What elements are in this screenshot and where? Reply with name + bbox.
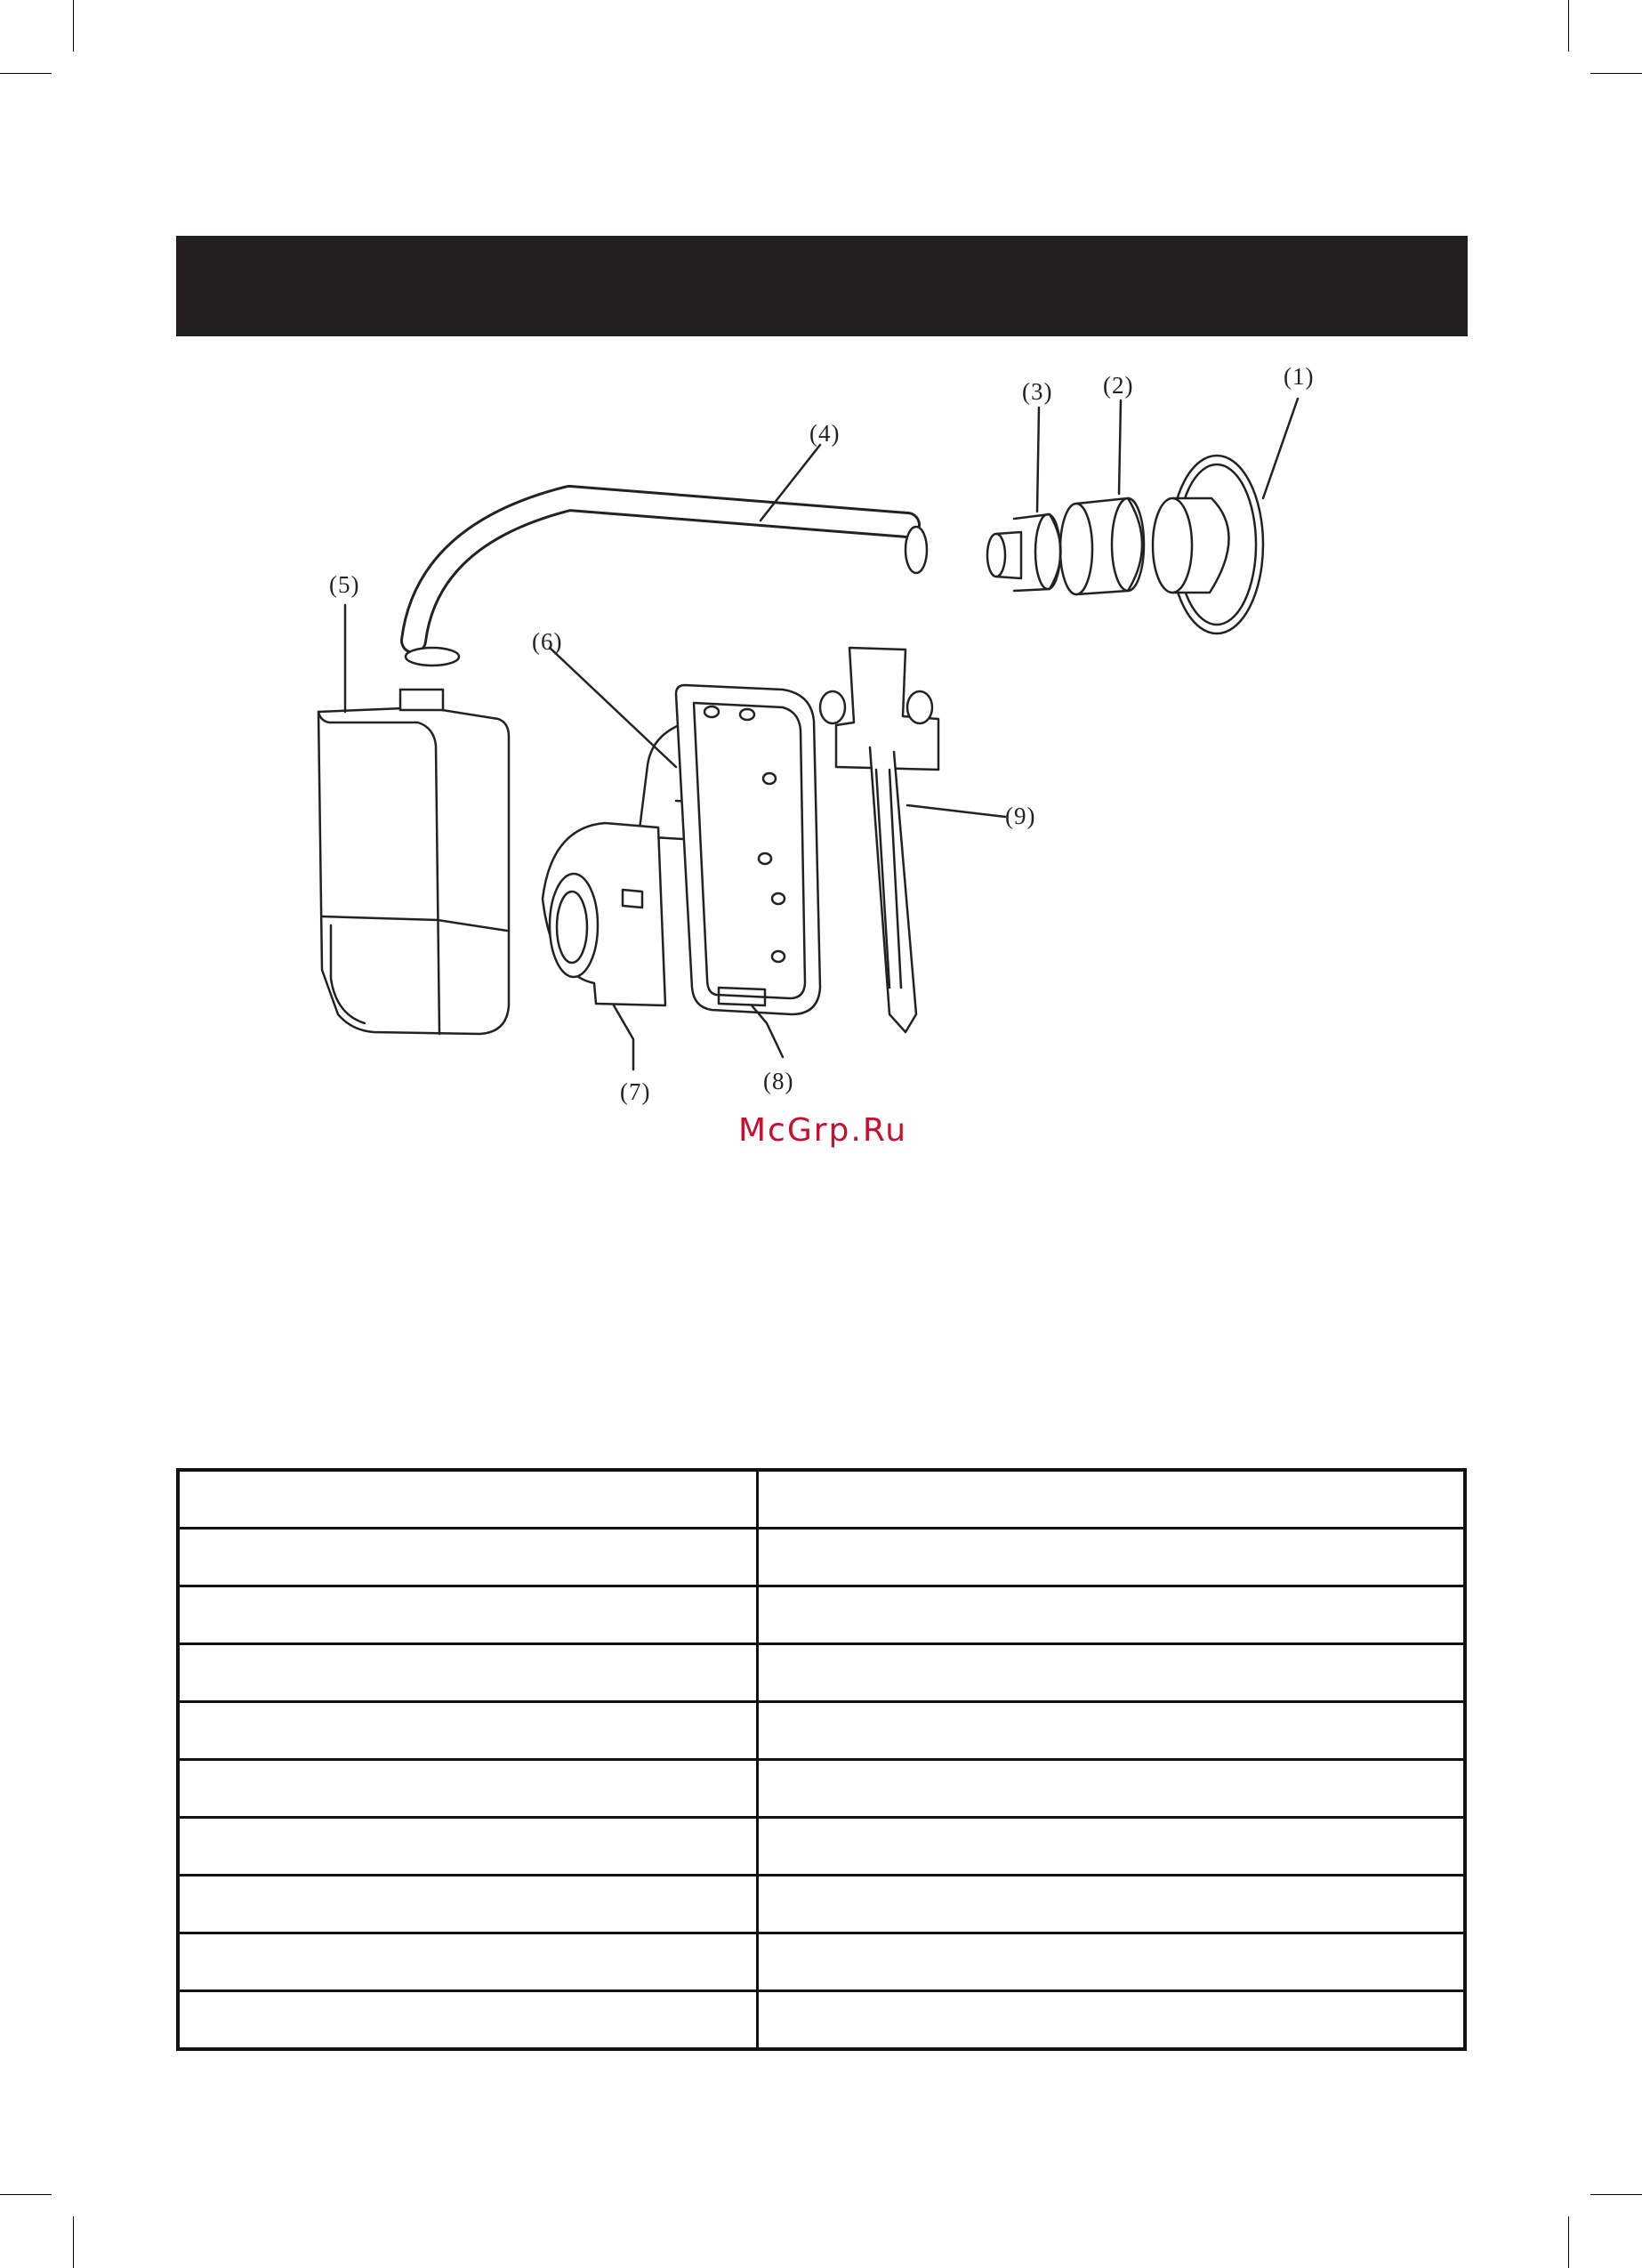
callout-1: (1) — [1284, 363, 1315, 390]
table-cell — [758, 1991, 1466, 2050]
table-cell — [178, 1470, 758, 1529]
part-8-housing — [676, 685, 820, 1014]
table-cell — [178, 1644, 758, 1702]
table-cell — [178, 1818, 758, 1876]
part-2-sleeve — [1060, 498, 1144, 594]
table-cell — [758, 1876, 1466, 1933]
table-cell — [758, 1818, 1466, 1876]
crop-mark — [73, 2216, 74, 2268]
crop-mark — [1590, 2194, 1642, 2195]
table-cell — [178, 1760, 758, 1818]
table-cell — [758, 1586, 1466, 1644]
table-row — [178, 1586, 1465, 1644]
callout-7: (7) — [620, 1078, 651, 1105]
callout-9: (9) — [1005, 803, 1036, 829]
callout-6: (6) — [532, 628, 563, 655]
callout-8: (8) — [763, 1068, 794, 1094]
table-cell — [758, 1933, 1466, 1991]
table-cell — [178, 1876, 758, 1933]
table-row — [178, 1644, 1465, 1702]
table-cell — [758, 1702, 1466, 1760]
table-row — [178, 1470, 1465, 1529]
table-row — [178, 1933, 1465, 1991]
parts-table — [176, 1468, 1467, 2051]
table-row — [178, 1876, 1465, 1933]
part-7-fan — [543, 823, 665, 1005]
part-5-tank — [318, 690, 509, 1034]
table-cell — [178, 1991, 758, 2050]
part-4-hose — [406, 498, 927, 666]
table-row — [178, 1529, 1465, 1586]
table-cell — [758, 1470, 1466, 1529]
callout-4: (4) — [809, 420, 841, 447]
table-cell — [178, 1529, 758, 1586]
table-row — [178, 1760, 1465, 1818]
parts-table-body — [178, 1470, 1465, 2049]
table-row — [178, 1702, 1465, 1760]
crop-mark — [1568, 2216, 1569, 2268]
callout-2: (2) — [1103, 372, 1134, 399]
part-9-bracket — [820, 648, 938, 1032]
table-cell — [758, 1644, 1466, 1702]
table-cell — [758, 1529, 1466, 1586]
table-row — [178, 1818, 1465, 1876]
callout-5: (5) — [329, 571, 360, 598]
table-cell — [758, 1760, 1466, 1818]
watermark: McGrp.Ru — [737, 1112, 908, 1149]
table-row — [178, 1991, 1465, 2050]
table-cell — [178, 1586, 758, 1644]
table-cell — [178, 1933, 758, 1991]
crop-mark — [0, 2194, 52, 2195]
part-1-wall-flange — [1153, 456, 1263, 634]
callout-3: (3) — [1022, 378, 1053, 405]
table-cell — [178, 1702, 758, 1760]
part-3-connector — [987, 514, 1061, 591]
